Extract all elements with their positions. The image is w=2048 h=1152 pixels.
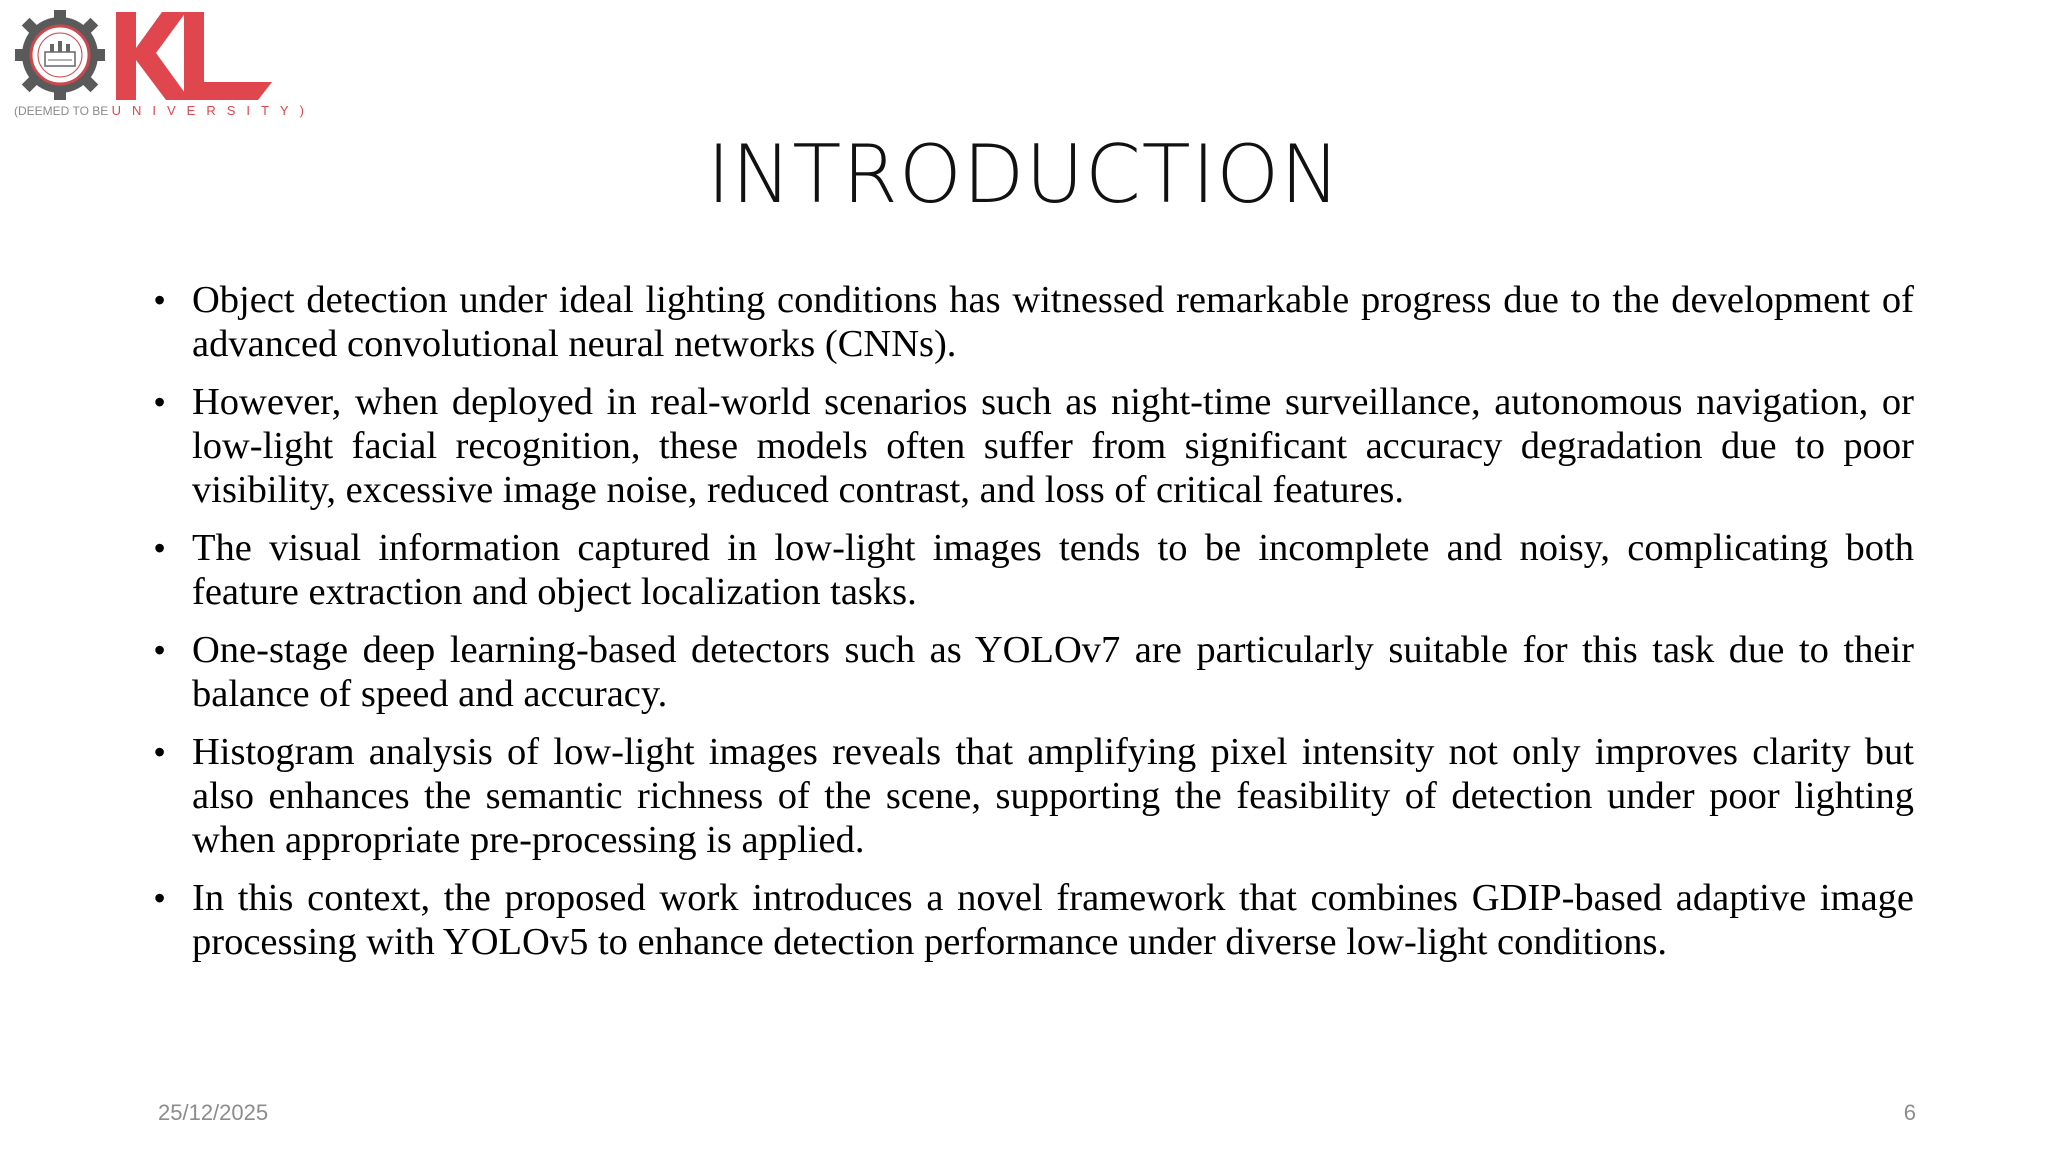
kl-letters: [116, 12, 272, 100]
logo-caption-university: UNIVERSITY): [111, 103, 315, 118]
bullet-icon: •: [154, 384, 166, 420]
bullet-list: [154, 278, 1914, 978]
bullet-item: [154, 526, 1914, 614]
logo-caption-prefix: (DEEMED TO BE: [14, 104, 109, 118]
bullet-icon: •: [154, 282, 166, 318]
logo-caption: [14, 103, 315, 118]
bullet-text: One-stage deep learning-based detectors such as YOLOv7 are particularly suitable for this task due to their balance of speed and accuracy.: [192, 629, 1914, 715]
bullet-icon: •: [154, 734, 166, 770]
bullet-text: Object detection under ideal lighting conditions has witnessed remarkable progress due to the development of advanced convolutional neural networks (CNNs).: [192, 279, 1914, 365]
bullet-text: The visual information captured in low-light images tends to be incomplete and noisy, complicating both feature extraction and object localization tasks.: [192, 527, 1914, 613]
bullet-text: However, when deployed in real-world scenarios such as night-time surveillance, autonomous navigation, or low-light facial recognition, these models often suffer from significant accuracy degradation due to poor visibility, excessive image noise, reduced contrast, and loss of critical features.: [192, 381, 1914, 511]
slide-title: INTRODUCTION: [706, 128, 1342, 221]
bullet-icon: •: [154, 530, 166, 566]
bullet-item: [154, 628, 1914, 716]
page-number: 6: [1903, 1100, 1916, 1125]
bullet-item: [154, 278, 1914, 366]
footer-date: 25/12/2025: [158, 1100, 269, 1125]
bullet-item: [154, 876, 1914, 964]
bullet-text: In this context, the proposed work introduces a novel framework that combines GDIP-based adaptive image processing with YOLOv5 to enhance detection performance under diverse low-light conditions.: [192, 877, 1914, 963]
bullet-item: [154, 730, 1914, 862]
bullet-icon: •: [154, 632, 166, 668]
bullet-item: [154, 380, 1914, 512]
bullet-icon: •: [154, 880, 166, 916]
bullet-text: Histogram analysis of low-light images reveals that amplifying pixel intensity not only improves clarity but also enhances the semantic richness of the scene, supporting the feasibility of detection under poor lighting when appropriate pre-processing is applied.: [192, 731, 1914, 861]
gear-emblem-icon: [15, 10, 105, 100]
